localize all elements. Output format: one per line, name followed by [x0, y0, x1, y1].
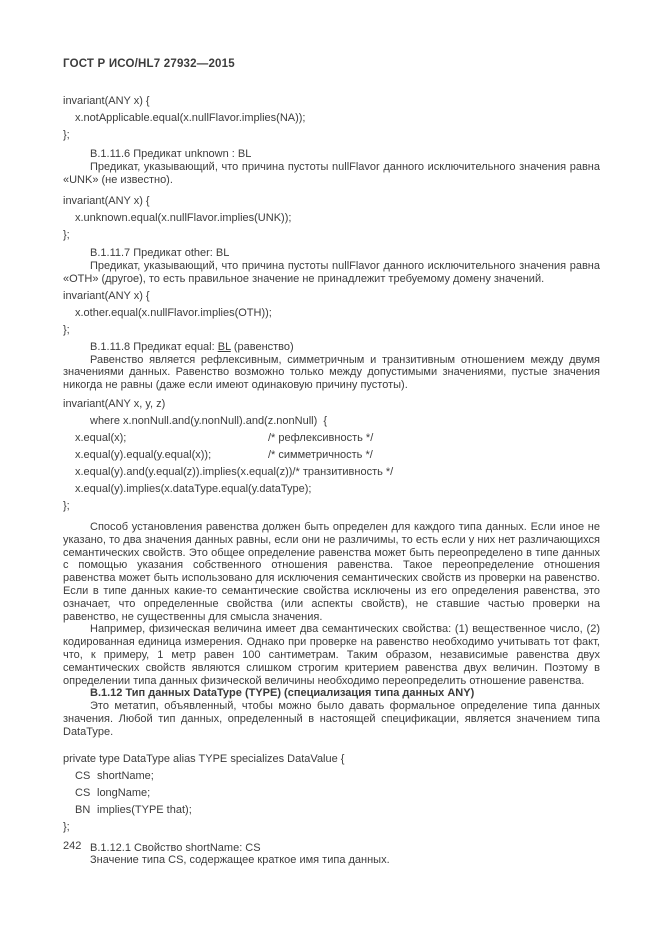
code-line: [63, 785, 600, 802]
code-type-keyword: BN: [75, 803, 91, 816]
heading-text: (равенство): [230, 340, 294, 353]
code-statement: x.equal(y).equal(y.equal(x));: [75, 448, 212, 461]
section-b1-12-1: [63, 842, 600, 868]
section-paragraph: Это метатип, объявленный, чтобы можно было давать формальное определение типа данных значения. Любой тип данных, определенный в настоящей спецификации, является значением типа DataType.: [63, 700, 600, 738]
code-invariant-equal: [63, 396, 600, 515]
section-paragraph: Равенство является рефлексивным, симметричным и транзитивным отношением между двумя значениями данных. Равенство возможно только между допустимыми значениями, пустые значения никогда не равны (даже если имеют одинаковую причину пустоты).: [63, 353, 600, 392]
code-invariant-other: [63, 288, 600, 339]
section-heading: В.1.11.7 Предикат other: BL: [90, 247, 230, 260]
page-number: 242: [63, 840, 82, 852]
heading-text: В.1.11.8 Предикат equal:: [90, 340, 218, 353]
section-b1-11-8: [63, 341, 600, 392]
code-member-name: shortName;: [97, 769, 154, 782]
section-b1-11-6: [63, 148, 600, 186]
code-line: x.unknown.equal(x.nullFlavor.implies(UNK));: [75, 212, 292, 225]
paragraph-equality-definition: Способ установления равенства должен быть определен для каждого типа данных. Если иное не указано, то два значения данных равны, если они не различимы, то есть если у них нет различающихся семантических свойств. Это общее определение равенства может быть переопределено в типе данных с помощью указания собственного отношения равенства. Такое переопределение отношения равенства может быть использовано для исключения семантических свойств из проверки на равенство. Если в типе данных какие-то семантические свойства исключены из его определения равенства, это означает, что определенные свойства (или аспекты свойств), не ставшие частью проверки на равенство, не существенны для смысла значения.: [63, 520, 600, 623]
section-paragraph: Предикат, указывающий, что причина пустоты nullFlavor данного исключительного значения равна «UNK» (не известно).: [63, 160, 600, 186]
code-line: private type DataType alias TYPE specializes DataValue {: [63, 752, 345, 765]
code-line: where x.nonNull.and(y.nonNull).and(z.nonNull) {: [90, 414, 328, 427]
code-member-name: implies(TYPE that);: [97, 803, 192, 816]
code-statement: x.equal(x);: [75, 431, 127, 444]
section-b1-12: [63, 687, 600, 738]
code-line: };: [63, 499, 70, 512]
section-heading: В.1.11.6 Предикат unknown : BL: [90, 148, 252, 160]
code-type-keyword: CS: [75, 769, 91, 782]
code-line: invariant(ANY x) {: [63, 195, 150, 208]
code-line: x.other.equal(x.nullFlavor.implies(OTH));: [75, 306, 272, 319]
code-comment: /* рефлексивность */: [268, 431, 374, 444]
code-invariant-notapplicable: [63, 93, 600, 144]
code-comment: /* транзитивность */: [292, 465, 394, 478]
code-line: [63, 768, 600, 785]
code-line: };: [63, 229, 70, 242]
heading-underlined-term: BL: [217, 340, 231, 353]
section-b1-11-7: [63, 247, 600, 285]
code-statement: x.equal(y).and(y.equal(z)).implies(x.equal(z)): [75, 465, 293, 478]
code-line: invariant(ANY x) {: [63, 95, 150, 107]
code-line: [63, 481, 600, 498]
paragraph-equality-example: Например, физическая величина имеет два семантических свойства: (1) вещественное число, (2) кодированная единица измерения. Однако при проверке на равенство необходимо учитывать тот факт, что, к примеру, 1 метр равен 100 сантиметрам. Таким образом, независимые равенства двух семантических свойств являются слишком строгим критерием равенства двух величин. Поэтому в определении типа данных физической величины необходимо переопределить отношение равенства.: [63, 623, 600, 687]
code-line: };: [63, 820, 70, 833]
code-line: [63, 430, 600, 447]
section-heading: В.1.12.1 Свойство shortName: CS: [90, 841, 261, 854]
document-header-title: ГОСТ Р ИСО/HL7 27932—2015: [63, 58, 235, 70]
section-heading-datatype: В.1.12 Тип данных DataType (TYPE) (специализация типа данных ANY): [90, 687, 475, 700]
code-member-name: longName;: [97, 786, 151, 799]
code-line: };: [63, 323, 70, 336]
code-line: };: [63, 129, 70, 141]
code-invariant-unknown: [63, 193, 600, 244]
code-line: invariant(ANY x, y, z): [63, 397, 166, 410]
code-line: [63, 464, 600, 481]
section-heading: [90, 341, 600, 354]
section-paragraph: Значение типа CS, содержащее краткое имя типа данных.: [90, 854, 390, 867]
code-statement: x.equal(y).implies(x.dataType.equal(y.dataType);: [75, 482, 312, 495]
code-comment: /* симметричность */: [268, 448, 373, 461]
code-type-keyword: CS: [75, 786, 91, 799]
code-line: x.notApplicable.equal(x.nullFlavor.implies(NA));: [75, 112, 306, 124]
section-paragraph: Предикат, указывающий, что причина пустоты nullFlavor данного исключительного значения равна «OTH» (другое), то есть правильное значение не принадлежит требуемому домену значений.: [63, 260, 600, 285]
code-line: [63, 802, 600, 819]
code-line: invariant(ANY x) {: [63, 289, 150, 302]
code-line: [63, 447, 600, 464]
code-datatype-declaration: [63, 751, 600, 836]
